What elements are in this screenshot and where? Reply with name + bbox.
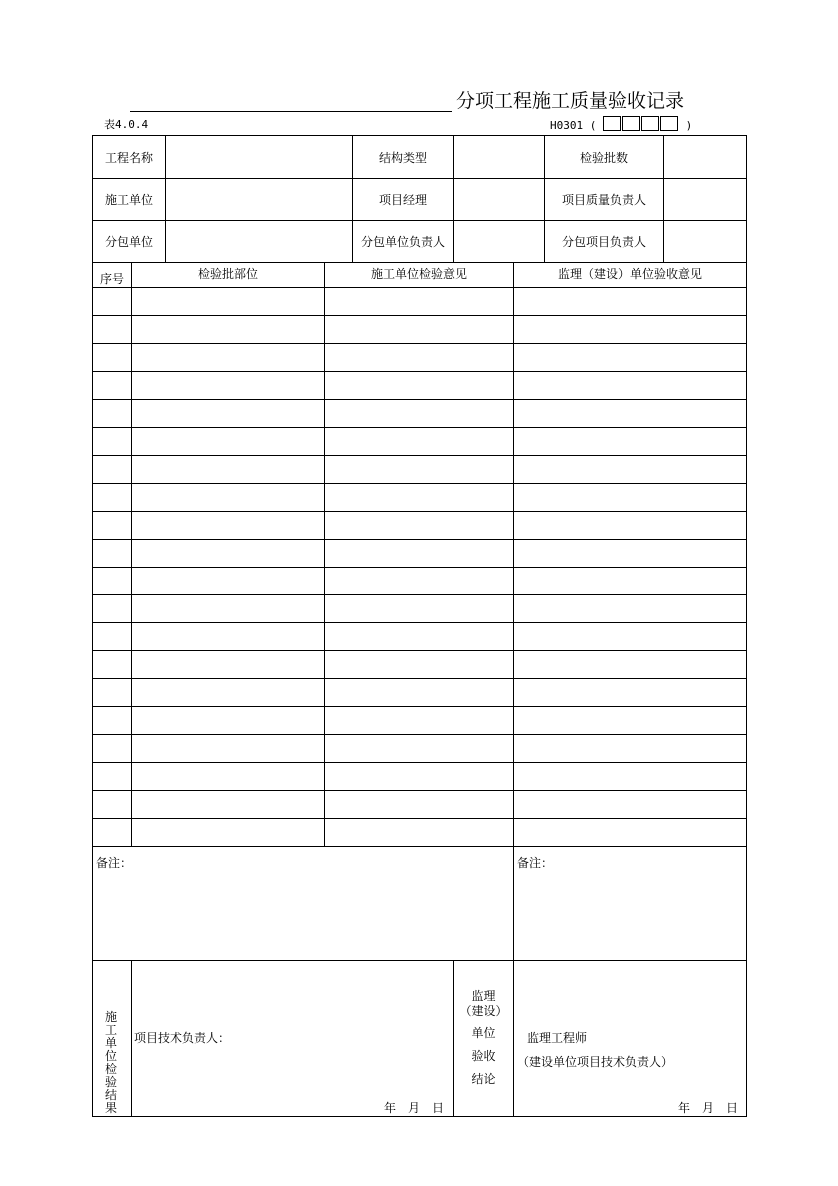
- table-row-cell[interactable]: [93, 568, 131, 595]
- table-row-cell[interactable]: [132, 623, 324, 650]
- table-row-cell[interactable]: [132, 651, 324, 678]
- table-row-cell[interactable]: [132, 512, 324, 539]
- quality-lead-label: 项目质量负责人: [561, 193, 646, 207]
- table-row-cell[interactable]: [93, 623, 131, 650]
- table-row-cell[interactable]: [514, 735, 746, 762]
- table-row-cell[interactable]: [132, 763, 324, 790]
- table-row-cell[interactable]: [514, 568, 746, 595]
- form-code-prefix: H0301 (: [550, 119, 597, 132]
- table-row-cell[interactable]: [132, 791, 324, 818]
- subcontractor-lead-label: 分包单位负责人: [360, 235, 445, 249]
- table-row-cell[interactable]: [132, 568, 324, 595]
- table-row-cell[interactable]: [514, 651, 746, 678]
- table-row-cell[interactable]: [325, 344, 513, 371]
- table-row-cell[interactable]: [514, 791, 746, 818]
- table-row-cell[interactable]: [93, 456, 131, 483]
- table-row-cell[interactable]: [93, 819, 131, 846]
- table-row-cell[interactable]: [132, 540, 324, 567]
- code-box[interactable]: [641, 116, 659, 131]
- table-row-cell[interactable]: [325, 288, 513, 315]
- col-header-contractor-opinion: 施工单位检验意见: [370, 266, 467, 281]
- supervisor-conclusion-label: 监理 （建设） 单位 验收 结论: [459, 989, 508, 1086]
- code-box[interactable]: [622, 116, 640, 131]
- col-header-supervisor-opinion: 监理（建设）单位验收意见: [557, 266, 702, 281]
- form-code-suffix: ): [685, 119, 693, 132]
- table-row-cell[interactable]: [93, 707, 131, 734]
- remarks-left-label: 备注：: [96, 856, 133, 870]
- batch-count-label: 检验批数: [579, 150, 628, 165]
- sub-project-lead-label: 分包项目负责人: [561, 235, 646, 249]
- table-row-cell[interactable]: [325, 763, 513, 790]
- table-row-cell[interactable]: [132, 400, 324, 427]
- batch-count-field[interactable]: [664, 136, 746, 178]
- project-manager-field[interactable]: [454, 179, 544, 220]
- table-row-cell[interactable]: [514, 679, 746, 706]
- record-sheet: [92, 135, 747, 1117]
- table-row-cell[interactable]: [93, 791, 131, 818]
- table-row-cell[interactable]: [514, 540, 746, 567]
- code-box[interactable]: [603, 116, 621, 131]
- table-row-cell[interactable]: [93, 595, 131, 622]
- structure-type-label: 结构类型: [378, 150, 427, 165]
- table-row-cell[interactable]: [514, 288, 746, 315]
- table-row-cell[interactable]: [514, 316, 746, 343]
- table-row-cell[interactable]: [93, 288, 131, 315]
- table-row-cell[interactable]: [132, 316, 324, 343]
- table-row-cell[interactable]: [325, 707, 513, 734]
- table-row-cell[interactable]: [93, 344, 131, 371]
- subcontractor-label: 分包单位: [104, 235, 153, 249]
- table-row-cell[interactable]: [93, 679, 131, 706]
- table-row-cell[interactable]: [93, 372, 131, 399]
- structure-type-field[interactable]: [454, 136, 544, 178]
- tech-lead-label: 项目技术负责人：: [134, 1031, 231, 1045]
- remarks-right-label: 备注：: [517, 856, 554, 870]
- table-row-cell[interactable]: [132, 595, 324, 622]
- table-row-cell[interactable]: [514, 707, 746, 734]
- table-row-cell[interactable]: [132, 344, 324, 371]
- code-box[interactable]: [660, 116, 678, 131]
- date-right: 年 月 日: [678, 1101, 739, 1115]
- table-row-cell[interactable]: [514, 428, 746, 455]
- quality-lead-field[interactable]: [664, 179, 746, 220]
- remarks-right-field[interactable]: [514, 874, 746, 960]
- table-row-cell[interactable]: [132, 735, 324, 762]
- table-row-cell[interactable]: [325, 679, 513, 706]
- date-left: 年 月 日: [384, 1101, 445, 1115]
- contractor-field[interactable]: [166, 179, 352, 220]
- table-row-cell[interactable]: [93, 763, 131, 790]
- table-row-cell[interactable]: [514, 400, 746, 427]
- table-row-cell[interactable]: [132, 456, 324, 483]
- table-row-cell[interactable]: [514, 819, 746, 846]
- table-row-cell[interactable]: [93, 400, 131, 427]
- remarks-left-field[interactable]: [93, 874, 513, 960]
- table-row-cell[interactable]: [132, 819, 324, 846]
- table-row-cell[interactable]: [132, 428, 324, 455]
- table-row-cell[interactable]: [325, 428, 513, 455]
- table-row-cell[interactable]: [325, 651, 513, 678]
- subcontractor-lead-field[interactable]: [454, 221, 544, 262]
- table-row-cell[interactable]: [514, 456, 746, 483]
- subcontractor-field[interactable]: [166, 221, 352, 262]
- table-row-cell[interactable]: [514, 595, 746, 622]
- table-row-cell[interactable]: [325, 512, 513, 539]
- table-row-cell[interactable]: [325, 791, 513, 818]
- table-row-cell[interactable]: [325, 456, 513, 483]
- table-row-cell[interactable]: [514, 763, 746, 790]
- page-title: 分项工程施工质量验收记录: [456, 90, 685, 112]
- table-row-cell[interactable]: [93, 512, 131, 539]
- table-row-cell[interactable]: [514, 484, 746, 511]
- project-manager-label: 项目经理: [378, 193, 427, 207]
- table-row-cell[interactable]: [325, 540, 513, 567]
- contractor-result-label: 施工 单位 检验 结果: [104, 1010, 117, 1115]
- table-row-cell[interactable]: [132, 372, 324, 399]
- table-row-cell[interactable]: [93, 484, 131, 511]
- table-row-cell[interactable]: [514, 512, 746, 539]
- supervisor-engineer-label: 监理工程师: [527, 1031, 588, 1045]
- table-row-cell[interactable]: [93, 316, 131, 343]
- table-row-cell[interactable]: [132, 707, 324, 734]
- table-row-cell[interactable]: [514, 623, 746, 650]
- table-row-cell[interactable]: [93, 428, 131, 455]
- form-number: 表4.0.4: [104, 118, 149, 131]
- table-row-cell[interactable]: [325, 484, 513, 511]
- sub-project-lead-field[interactable]: [664, 221, 746, 262]
- table-row-cell[interactable]: [325, 819, 513, 846]
- col-header-location: 检验批部位: [197, 266, 258, 281]
- col-header-no: 序号: [99, 272, 124, 286]
- table-row-cell[interactable]: [514, 372, 746, 399]
- table-row-cell[interactable]: [325, 400, 513, 427]
- table-row-cell[interactable]: [132, 288, 324, 315]
- contractor-label: 施工单位: [104, 193, 153, 207]
- project-name-field[interactable]: [166, 136, 352, 178]
- table-row-cell[interactable]: [325, 595, 513, 622]
- project-name-label: 工程名称: [104, 150, 153, 165]
- table-row-cell[interactable]: [325, 316, 513, 343]
- table-row-cell[interactable]: [325, 623, 513, 650]
- title-underline: [130, 111, 452, 112]
- table-row-cell[interactable]: [132, 679, 324, 706]
- table-row-cell[interactable]: [93, 540, 131, 567]
- owner-tech-lead-note: （建设单位项目技术负责人）: [517, 1055, 674, 1069]
- table-row-cell[interactable]: [132, 484, 324, 511]
- table-row-cell[interactable]: [93, 735, 131, 762]
- form-code: [550, 116, 692, 132]
- table-row-cell[interactable]: [514, 344, 746, 371]
- table-row-cell[interactable]: [325, 735, 513, 762]
- table-row-cell[interactable]: [325, 372, 513, 399]
- table-row-cell[interactable]: [93, 651, 131, 678]
- table-row-cell[interactable]: [325, 568, 513, 595]
